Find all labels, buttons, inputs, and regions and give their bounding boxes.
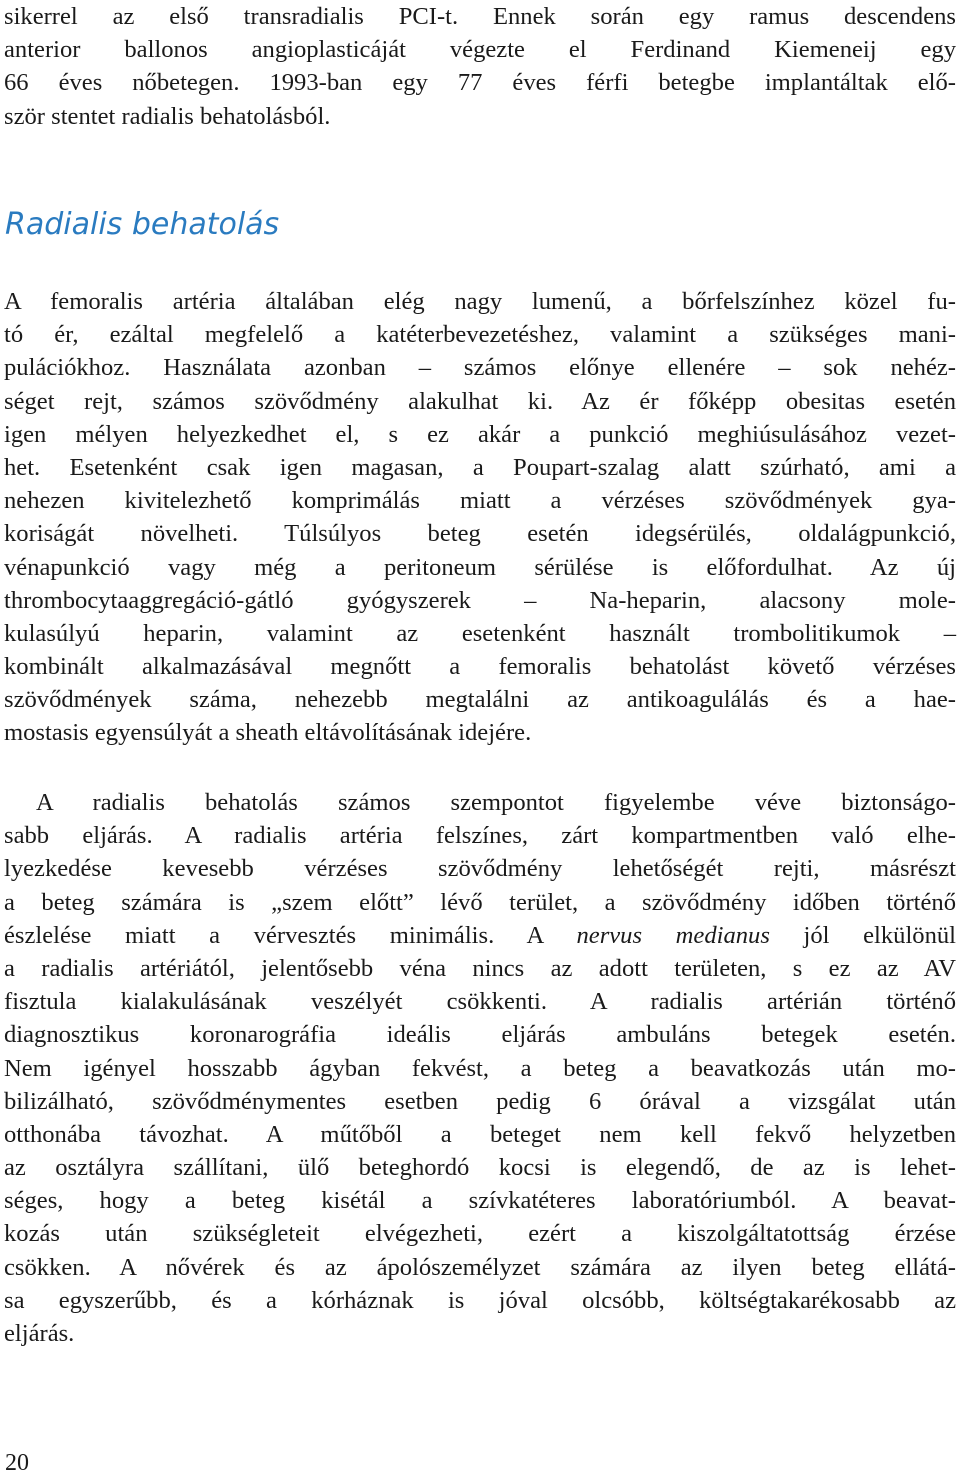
- text-line: igen mélyen helyezkedhet el, s ez akár a punkció meghiúsulásához vezet-: [4, 420, 956, 448]
- text-line: bilizálható, szövődménymentes esetben pedig 6 órával a vizsgálat után: [4, 1087, 956, 1115]
- text-line: séges, hogy a beteg kisétál a szívkatéteres laboratóriumból. A beavat-: [4, 1187, 956, 1215]
- text-line: anterior ballonos angioplasticáját végezte el Ferdinand Kiemeneij egy: [4, 36, 956, 64]
- text-line: a radialis artériától, jelentősebb véna nincs az adott területen, s ez az AV: [4, 954, 956, 982]
- text-line: Nem igényel hosszabb ágyban fekvést, a beteg a beavatkozás után mo-: [4, 1054, 956, 1082]
- text-line: koriságát növelheti. Túlsúlyos beteg esetén idegsérülés, oldalágpunkció,: [4, 520, 956, 548]
- text-line: diagnosztikus koronarográfia ideális eljárás ambuláns betegek esetén.: [4, 1021, 956, 1049]
- text-run: észlelése miatt a vérvesztés minimális. A: [4, 921, 577, 949]
- paragraph-radialis: [4, 786, 956, 1350]
- text-line: het. Esetenként csak igen magasan, a Poupart-szalag alatt szúrható, ami a: [4, 453, 956, 481]
- text-line: A femoralis artéria általában elég nagy lumenű, a bőrfelszínhez közel fu-: [4, 288, 956, 315]
- text-line: vénapunkció vagy még a peritoneum sérülése is előfordulhat. Az új: [4, 553, 956, 581]
- text-line: thrombocytaaggregáció-gátló gyógyszerek – Na-heparin, alacsony mole-: [4, 586, 956, 614]
- text-run: jól elkülönül: [769, 921, 957, 949]
- intro-paragraph: [4, 0, 956, 133]
- text-line: kombinált alkalmazásával megnőtt a femoralis behatolást követő vérzéses: [4, 653, 956, 681]
- text-line: A radialis behatolás számos szempontot figyelembe véve biztonságo-: [36, 789, 956, 816]
- section-heading: Radialis behatolás: [5, 207, 280, 242]
- text-line: sikerrel az első transradialis PCI-t. Ennek során egy ramus descendens: [4, 3, 956, 30]
- text-line: kozás után szükségleteit elvégezheti, ezért a kiszolgáltatottság érzése: [4, 1220, 956, 1248]
- text-line: ször stentet radialis behatolásból.: [4, 102, 331, 130]
- text-line: kulasúlyú heparin, valamint az esetenként használt trombolitikumok –: [4, 619, 956, 647]
- text-line: szövődmények száma, nehezebb megtalálni az antikoagulálás és a hae-: [4, 686, 956, 714]
- text-line: csökken. A nővérek és az ápolószemélyzet számára az ilyen beteg ellátá-: [4, 1253, 956, 1281]
- text-line: otthonába távozhat. A műtőből a beteget nem kell fekvő helyzetben: [4, 1120, 956, 1148]
- text-line: sabb eljárás. A radialis artéria felszínes, zárt kompartmentben való elhe-: [4, 822, 956, 850]
- text-line: a beteg számára is „szem előtt” lévő terület, a szövődmény időben történő: [4, 888, 956, 916]
- text-line: lyezkedése kevesebb vérzéses szövődmény lehetőségét rejti, másrészt: [4, 855, 956, 883]
- text-line: az osztályra szállítani, ülő beteghordó kocsi is elegendő, de az is lehet-: [4, 1154, 956, 1182]
- text-line: nehezen kivitelezhető komprimálás miatt a vérzéses szövődmények gya-: [4, 487, 956, 515]
- text-line: sa egyszerűbb, és a kórháznak is jóval olcsóbb, költségtakarékosabb az: [4, 1286, 956, 1314]
- text-line: fisztula kialakulásának veszélyét csökkenti. A radialis artérián történő: [4, 988, 956, 1016]
- text-line: 66 éves nőbetegen. 1993-ban egy 77 éves férfi betegbe implantáltak elő-: [4, 69, 956, 97]
- text-line: mostasis egyensúlyát a sheath eltávolításának idejére.: [4, 719, 532, 747]
- italic-term: nervus medianus: [576, 921, 770, 949]
- page-number: 20: [5, 1450, 29, 1476]
- paragraph-femoralis: [4, 285, 956, 750]
- text-line: séget rejt, számos szövődmény alakulhat ki. Az ér főképp obesitas esetén: [4, 387, 956, 415]
- text-line: eljárás.: [4, 1320, 75, 1347]
- text-line: pulációkhoz. Használata azonban – számos előnye ellenére – sok nehéz-: [4, 354, 956, 382]
- text-line: tó ér, ezáltal megfelelő a katéterbevezetéshez, valamint a szükséges mani-: [4, 321, 956, 349]
- text-line-with-italic: [4, 919, 956, 952]
